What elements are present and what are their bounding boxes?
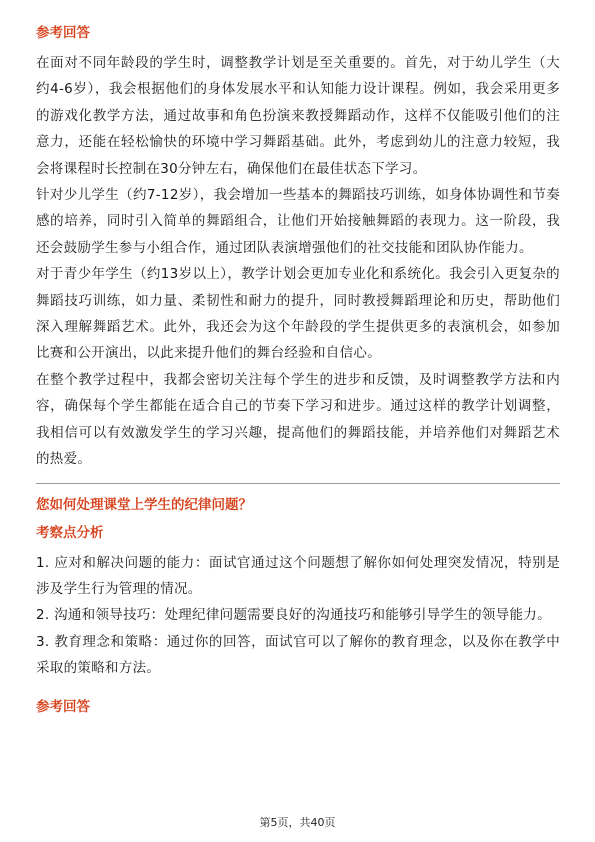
answer-paragraph: 对于青少年学生（约13岁以上），教学计划会更加专业化和系统化。我会引入更复杂的舞蹈技巧训练，如力量、柔韧性和耐力的提升，同时教授舞蹈理论和历史，帮助他们深入理解舞蹈艺术。此外，我还会为这个年龄段的学生提供更多的表演机会，如参加比赛和公开演出，以此来提升他们的舞台经验和自信心。 — [36, 266, 560, 362]
analysis-heading: 考察点分析 — [36, 524, 104, 541]
reference-answer-heading: 参考回答 — [36, 698, 90, 715]
answer-paragraph: 针对少儿学生（约7-12岁），我会增加一些基本的舞蹈技巧训练，如身体协调性和节奏感的培养，同时引入简单的舞蹈组合，让他们开始接触舞蹈的表现力。这一阶段，我还会鼓励学生参与小组合作，通过团队表演增强他们的社交技能和团队协作能力。 — [36, 187, 560, 256]
spacer — [36, 682, 560, 696]
analysis-point: 3. 教育理念和策略：通过你的回答，面试官可以了解你的教育理念，以及你在教学中采取的策略和方法。 — [36, 633, 560, 677]
reference-answer-heading: 参考回答 — [36, 25, 90, 41]
answer-paragraph: 在整个教学过程中，我都会密切关注每个学生的进步和反馈，及时调整教学方法和内容，确保每个学生都能在适合自己的节奏下学习和进步。通过这样的教学计划调整，我相信可以有效激发学生的学习兴趣，提高他们的舞蹈技能，并培养他们对舞蹈艺术的热爱。 — [36, 371, 560, 468]
analysis-point: 2. 沟通和领导技巧：处理纪律问题需要良好的沟通技巧和能够引导学生的领导能力。 — [36, 607, 551, 624]
analysis-point: 1. 应对和解决问题的能力：面试官通过这个问题想了解你如何处理突发情况，特别是涉及学生行为管理的情况。 — [36, 554, 560, 597]
document-page — [36, 22, 560, 718]
page-number: 第5页，共40页 — [259, 816, 336, 829]
section-divider — [36, 483, 560, 484]
interview-question: 您如何处理课堂上学生的纪律问题？ — [36, 496, 252, 513]
answer-paragraph: 在面对不同年龄段的学生时，调整教学计划是至关重要的。首先，对于幼儿学生（大约4-6岁），我会根据他们的身体发展水平和认知能力设计课程。例如，我会采用更多的游戏化教学方法，通过故事和角色扮演来教授舞蹈动作，这样不仅能吸引他们的注意力，还能在轻松愉快的环境中学习舞蹈基础。此外，考虑到幼儿的注意力较短，我会将课程时长控制在30分钟左右，确保他们在最佳状态下学习。 — [36, 55, 560, 177]
